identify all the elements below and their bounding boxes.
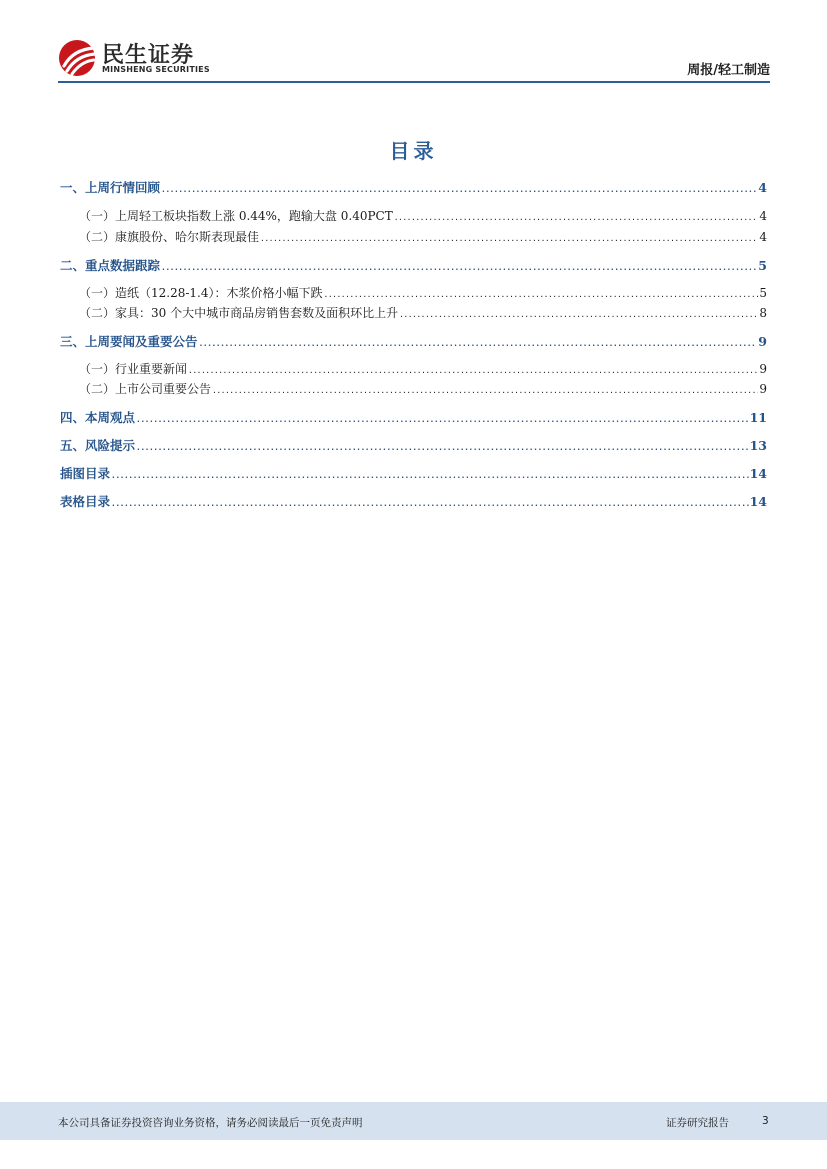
toc-leader-dots <box>399 310 758 319</box>
toc-entry-section-4[interactable] <box>60 408 767 426</box>
toc-entry-label: 插图目录 <box>60 466 111 481</box>
toc-entry-page: 4 <box>759 209 767 223</box>
toc-entry-section-3[interactable] <box>60 332 767 350</box>
toc-entry-page: 8 <box>759 306 767 320</box>
header-divider <box>58 81 770 83</box>
toc-entry-page: 9 <box>759 382 767 396</box>
toc-entry-label: 三、上周要闻及重要公告 <box>60 334 198 349</box>
toc-entry-label: （二）家具：30 个大中城市商品房销售套数及面积环比上升 <box>79 306 399 320</box>
toc-entry-page: 5 <box>758 258 767 273</box>
toc-entry-section-3-2[interactable] <box>60 380 767 398</box>
page-header <box>58 38 770 82</box>
toc-leader-dots <box>324 290 759 299</box>
toc-entry-label: 四、本周观点 <box>60 410 136 425</box>
toc-entry-page: 11 <box>749 410 767 425</box>
toc-leader-dots <box>199 339 758 348</box>
toc-entry-page: 5 <box>759 286 767 300</box>
toc-entry-section-3-1[interactable] <box>60 360 767 378</box>
toc-leader-dots <box>161 185 757 194</box>
toc-leader-dots <box>212 386 758 395</box>
toc-entry-section-2-2[interactable] <box>60 304 767 322</box>
toc-leader-dots <box>188 366 758 375</box>
report-type: 周报/轻工制造 <box>687 63 770 78</box>
toc-entry-section-1-1[interactable] <box>60 207 767 225</box>
logo-english-name: MINSHENG SECURITIES <box>102 65 210 74</box>
toc-entry-label: （一）行业重要新闻 <box>79 362 188 376</box>
footer-page-number: 3 <box>762 1115 769 1127</box>
page-footer <box>0 1102 827 1140</box>
toc-entry-page: 14 <box>749 494 767 509</box>
logo-chinese-name: 民生证券 <box>102 43 195 68</box>
toc-title: 目录 <box>389 139 438 163</box>
toc-entry-label: 一、上周行情回顾 <box>60 180 161 195</box>
toc-leader-dots <box>161 263 757 272</box>
toc-entry-page: 14 <box>749 466 767 481</box>
toc-entry-section-2-1[interactable] <box>60 284 767 302</box>
toc-entry-label: 二、重点数据跟踪 <box>60 258 161 273</box>
toc-entry-label: 五、风险提示 <box>60 438 136 453</box>
toc-entry-figure-list[interactable] <box>60 464 767 482</box>
toc-leader-dots <box>394 213 759 222</box>
toc-leader-dots <box>260 234 758 243</box>
toc-entry-label: （二）上市公司重要公告 <box>79 382 212 396</box>
minsheng-logo-icon <box>58 39 98 77</box>
toc-entry-section-2[interactable] <box>60 256 767 274</box>
toc-leader-dots <box>136 415 749 424</box>
toc-entry-table-list[interactable] <box>60 492 767 510</box>
toc-entry-page: 4 <box>759 230 767 244</box>
minsheng-logo <box>58 38 218 80</box>
toc-entry-section-1-2[interactable] <box>60 228 767 246</box>
toc-entry-label: 表格目录 <box>60 494 111 509</box>
toc-entry-page: 9 <box>758 334 767 349</box>
footer-doc-type: 证券研究报告 <box>666 1117 729 1129</box>
toc-leader-dots <box>136 443 749 452</box>
toc-entry-label: （一）造纸（12.28-1.4）：木浆价格小幅下跌 <box>79 286 323 300</box>
toc-leader-dots <box>111 471 749 480</box>
toc-entry-label: （二）康旗股份、哈尔斯表现最佳 <box>79 230 260 244</box>
toc-entry-section-5[interactable] <box>60 436 767 454</box>
toc-entry-page: 4 <box>758 180 767 195</box>
toc-entry-label: （一）上周轻工板块指数上涨 0.44%，跑输大盘 0.40PCT <box>79 209 393 223</box>
toc-entry-section-1[interactable] <box>60 178 767 196</box>
toc-leader-dots <box>111 499 749 508</box>
toc-entry-page: 9 <box>759 362 767 376</box>
toc-entry-page: 13 <box>749 438 767 453</box>
footer-disclaimer: 本公司具备证券投资咨询业务资格，请务必阅读最后一页免责声明 <box>58 1117 363 1129</box>
